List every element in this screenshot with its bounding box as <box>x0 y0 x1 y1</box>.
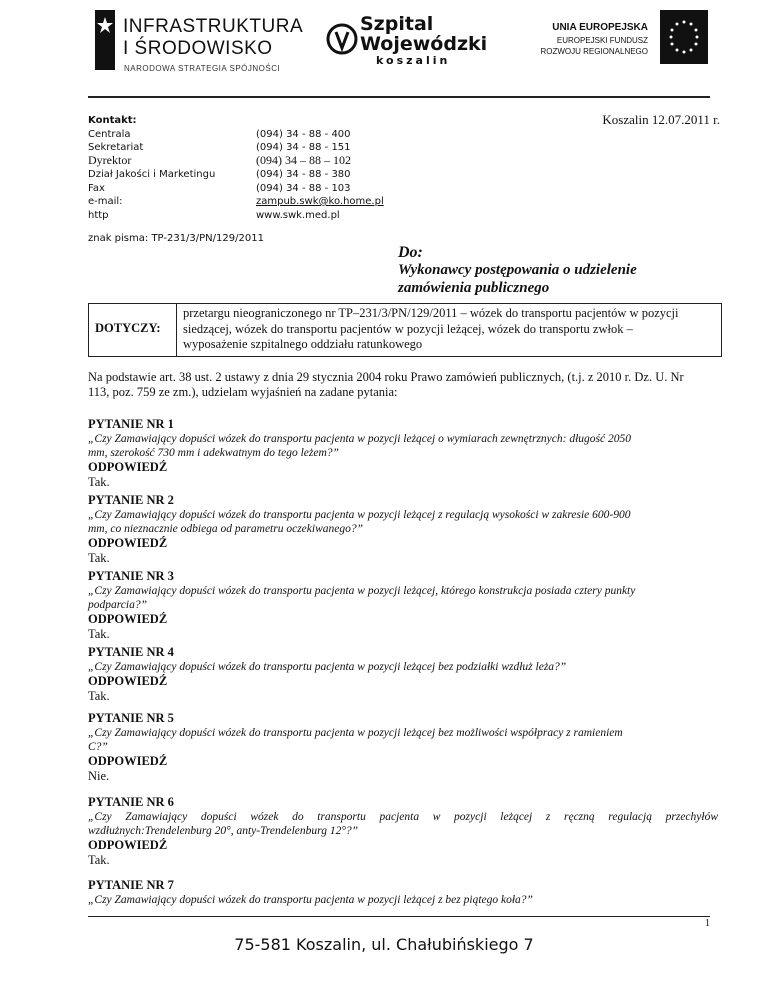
subject-divider <box>176 304 177 356</box>
contact-value-centrala: (094) 34 - 88 - 400 <box>256 128 351 140</box>
contact-label-jakosc: Dział Jakości i Marketingu <box>88 169 216 180</box>
contact-heading: Kontakt: <box>88 115 137 126</box>
email-link[interactable]: zampub.swk@ko.home.pl <box>256 196 384 207</box>
question-text-line1: „Czy Zamawiający dopuści wózek do transportu pacjenta w pozycji leżącej z bez piątego koła?” <box>88 894 533 906</box>
date-line: Koszalin 12.07.2011 r. <box>602 112 720 127</box>
question-text-line2: podparcia?” <box>88 599 147 611</box>
answer-text: Tak. <box>88 627 110 641</box>
footer-address: 75-581 Koszalin, ul. Chałubińskiego 7 <box>234 935 534 954</box>
answer-heading: ODPOWIEDŹ <box>88 838 168 852</box>
question-text-line2: wzdłużnych:Trendelenburg 20°, anty-Trendelenburg 12°?” <box>88 825 359 837</box>
eu-flag <box>660 10 708 64</box>
subject-box <box>88 303 722 357</box>
hospital-emblem-icon <box>326 22 358 56</box>
answer-heading: ODPOWIEDŹ <box>88 754 168 768</box>
recipient-line2: Wykonawcy postępowania o udzielenie <box>398 262 637 278</box>
question-heading: PYTANIE NR 6 <box>88 795 174 809</box>
intro-line1: Na podstawie art. 38 ust. 2 ustawy z dnia 29 stycznia 2004 roku Prawo zamówień publicznych, (t.j. z 2010 r. Dz. U. Nr <box>88 370 684 384</box>
question-7 <box>88 878 718 907</box>
logo-left-line3: NARODOWA STRATEGIA SPÓJNOŚCI <box>124 64 281 73</box>
logo-center-line2: Wojewódzki <box>360 33 488 55</box>
star-icon <box>96 16 114 34</box>
contact-label-http: http <box>88 209 109 221</box>
question-3 <box>88 569 718 642</box>
question-heading: PYTANIE NR 2 <box>88 493 174 507</box>
recipient-do: Do: <box>398 244 423 261</box>
footer-divider <box>88 916 710 917</box>
subject-line2: siedzącej, wózek do transportu pacjentów w pozycji leżącej, wózek do transportu zwłok – <box>183 321 633 336</box>
recipient-line3: zamówienia publicznego <box>398 280 550 296</box>
contact-label-dyrektor: Dyrektor <box>88 153 132 167</box>
question-text-line2: mm, co nieznacznie odbiega od parametru oczekiwanego?” <box>88 523 364 535</box>
answer-heading: ODPOWIEDŹ <box>88 536 168 550</box>
answer-text: Tak. <box>88 475 110 489</box>
question-heading: PYTANIE NR 5 <box>88 711 174 725</box>
reference-number: znak pisma: TP-231/3/PN/129/2011 <box>88 233 264 244</box>
question-text-line1: „Czy Zamawiający dopuści wózek do transportu pacjenta w pozycji leżącej o wymiarach zewnętrznych: długość 2050 <box>88 433 631 445</box>
answer-text: Tak. <box>88 551 110 565</box>
contact-value-dyrektor: (094) 34 – 88 – 102 <box>256 153 351 167</box>
page-number: 1 <box>705 918 710 929</box>
question-text-line1: „Czy Zamawiający dopuści wózek do transportu pacjenta w pozycji leżącej bez podziałki wzdłuż leża?” <box>88 661 567 673</box>
contact-label-sekretariat: Sekretariat <box>88 142 144 153</box>
answer-text: Nie. <box>88 769 110 783</box>
question-text-line1: „Czy Zamawiający dopuści wózek do transportu pacjenta w pozycji leżącej, którego konstrukcja posiada cztery punkty <box>88 585 636 597</box>
logo-left-line2: I ŚRODOWISKO <box>123 38 273 59</box>
contact-value-sekretariat: (094) 34 - 88 - 151 <box>256 142 351 153</box>
contact-label-fax: Fax <box>88 182 105 194</box>
question-6 <box>88 795 718 868</box>
subject-line1: przetargu nieograniczonego nr TP–231/3/PN/129/2011 – wózek do transportu pacjentów w pozycji <box>183 306 679 320</box>
question-2 <box>88 493 718 566</box>
subject-label: DOTYCZY: <box>95 321 161 335</box>
logo-center-line3: koszalin <box>376 54 451 67</box>
logo-right-line3: ROZWOJU REGIONALNEGO <box>540 47 648 56</box>
question-text-line1: „Czy Zamawiający dopuści wózek do transportu pacjenta w pozycji leżącej bez możliwości współpracy z ramieniem <box>88 727 623 739</box>
contact-label-centrala: Centrala <box>88 128 131 140</box>
eu-stars-icon <box>660 10 708 64</box>
question-heading: PYTANIE NR 1 <box>88 417 174 431</box>
question-5 <box>88 711 718 784</box>
contact-value-jakosc: (094) 34 - 88 - 380 <box>256 169 351 180</box>
question-text-line2: C?” <box>88 741 108 753</box>
logo-center-line1: Szpital <box>360 13 434 35</box>
logo-right-line1: UNIA EUROPEJSKA <box>552 22 648 33</box>
question-4 <box>88 645 718 704</box>
answer-heading: ODPOWIEDŹ <box>88 674 168 688</box>
answer-text: Tak. <box>88 853 110 867</box>
answer-text: Tak. <box>88 689 110 703</box>
logo-left-line1: INFRASTRUKTURA <box>123 16 304 37</box>
question-1 <box>88 417 718 490</box>
answer-heading: ODPOWIEDŹ <box>88 460 168 474</box>
contact-label-email: e-mail: <box>88 196 123 207</box>
question-text-line2: mm, szerokość 730 mm i adekwatnym do tego leżem?” <box>88 447 339 459</box>
subject-line3: wyposażenie szpitalnego oddziału ratunkowego <box>183 337 423 351</box>
question-heading: PYTANIE NR 7 <box>88 878 174 892</box>
question-heading: PYTANIE NR 3 <box>88 569 174 583</box>
intro-line2: 113, poz. 759 ze zm.), udzielam wyjaśnień na zadane pytania: <box>88 385 398 399</box>
contact-value-fax: (094) 34 - 88 - 103 <box>256 182 351 194</box>
answer-heading: ODPOWIEDŹ <box>88 612 168 626</box>
question-text-line1: „Czy Zamawiający dopuści wózek do transportu pacjenta w pozycji leżącej z regulacją wysokości w zakresie 600-900 <box>88 509 631 521</box>
header-divider <box>88 96 710 98</box>
logo-right-line2: EUROPEJSKI FUNDUSZ <box>556 36 648 45</box>
question-text-line1: „Czy Zamawiający dopuści wózek do transportu pacjenta w pozycji leżącej z ręczną regulacją przechyłów <box>88 811 718 823</box>
question-heading: PYTANIE NR 4 <box>88 645 174 659</box>
website-link[interactable]: www.swk.med.pl <box>256 209 340 221</box>
